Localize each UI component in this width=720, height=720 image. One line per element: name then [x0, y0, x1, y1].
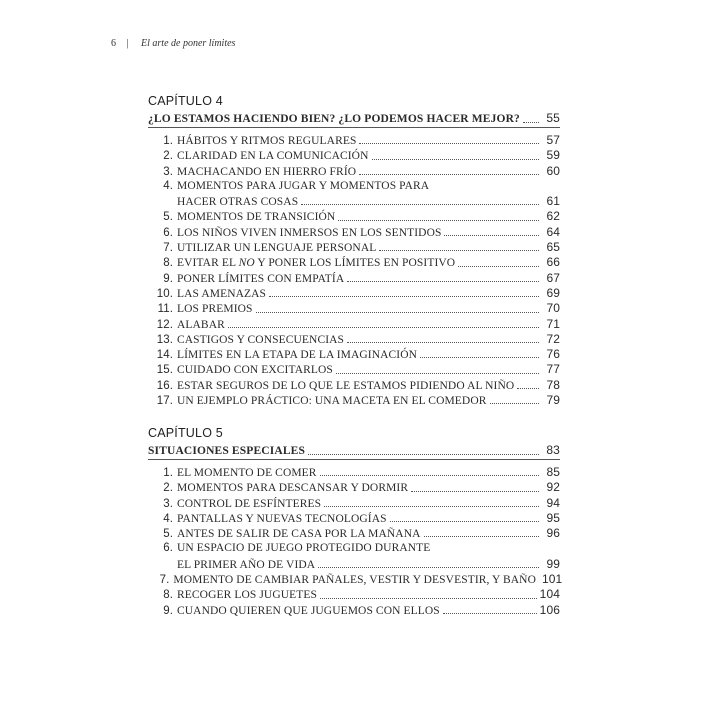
dot-leader	[372, 149, 540, 160]
dot-leader	[228, 317, 539, 328]
toc-entry[interactable]	[148, 286, 560, 301]
entry-title-continued: HACER OTRAS COSAS	[177, 196, 299, 209]
dot-leader	[359, 133, 539, 144]
entry-title: CASTIGOS Y CONSECUENCIAS	[177, 333, 345, 346]
entry-title: ANTES DE SALIR DE CASA POR LA MAÑANA	[177, 528, 421, 541]
toc-entry[interactable]	[148, 603, 560, 618]
entry-title: ALABAR	[177, 318, 225, 331]
toc-entry[interactable]	[148, 209, 560, 224]
running-head	[111, 38, 235, 49]
entry-title: PANTALLAS Y NUEVAS TECNOLOGÍAS	[177, 512, 387, 525]
entry-number: 2.	[163, 482, 173, 495]
entry-number: 5.	[163, 211, 173, 224]
chapter-4-section	[148, 93, 560, 408]
toc-entry[interactable]	[148, 317, 560, 332]
toc-entry[interactable]	[148, 465, 560, 480]
dot-leader	[379, 240, 539, 251]
chapter-label: CAPÍTULO 4	[148, 94, 223, 108]
dot-leader	[420, 347, 539, 358]
entry-title: MOMENTOS DE TRANSICIÓN	[177, 211, 336, 224]
toc-entry[interactable]	[148, 347, 560, 362]
toc-entry[interactable]	[148, 225, 560, 240]
toc-entry[interactable]	[148, 133, 560, 148]
entry-title: MOMENTO DE CAMBIAR PAÑALES, VESTIR Y DESVESTIR, Y BAÑO	[173, 574, 536, 587]
dot-leader	[411, 481, 539, 492]
dot-leader	[318, 557, 539, 568]
entry-number: 13.	[156, 333, 173, 346]
toc-entry[interactable]	[148, 271, 560, 286]
entry-title: LÍMITES EN LA ETAPA DE LA IMAGINACIÓN	[177, 349, 418, 362]
entry-number: 3.	[163, 497, 173, 510]
entry-title-part: EVITAR EL	[177, 257, 239, 270]
entry-number: 1.	[163, 135, 173, 147]
entry-page: 71	[546, 316, 560, 331]
entry-title: LOS NIÑOS VIVEN INMERSOS EN LOS SENTIDOS	[177, 226, 442, 239]
toc-entry[interactable]	[148, 240, 560, 255]
toc-entry[interactable]	[148, 332, 560, 347]
entry-page: 62	[546, 209, 560, 224]
entry-title: CUANDO QUIEREN QUE JUGUEMOS CON ELLOS	[177, 604, 440, 617]
entry-page: 66	[546, 255, 560, 270]
entry-number: 4.	[163, 179, 173, 192]
entry-title: MOMENTOS PARA DESCANSAR Y DORMIR	[177, 482, 409, 495]
entry-page: 104	[539, 587, 560, 602]
entry-title: CLARIDAD EN LA COMUNICACIÓN	[177, 150, 369, 163]
page-number: 6	[111, 38, 116, 49]
chapter-title: ¿LO ESTAMOS HACIENDO BIEN? ¿LO PODEMOS HACER MEJOR?	[148, 113, 520, 125]
entry-number: 14.	[156, 349, 173, 362]
entry-title: PONER LÍMITES CON EMPATÍA	[177, 272, 345, 285]
entry-page: 61	[546, 194, 560, 209]
header-separator: |	[126, 38, 129, 49]
entry-title-emphasis: NO	[238, 257, 255, 270]
entry-title: EL MOMENTO DE COMER	[177, 467, 317, 479]
entry-title-continued: EL PRIMER AÑO DE VIDA	[177, 558, 316, 571]
entry-title-part: Y PONER LOS LÍMITES EN POSITIVO	[254, 257, 456, 270]
entry-page: 99	[546, 556, 560, 571]
toc-entry[interactable]	[148, 148, 560, 163]
entry-number: 10.	[156, 287, 173, 300]
dot-leader	[517, 378, 539, 389]
chapter-title-row[interactable]	[148, 109, 560, 128]
entry-page: 59	[546, 148, 560, 163]
entry-page: 101	[542, 572, 563, 587]
toc-entry[interactable]	[148, 179, 560, 194]
dot-leader	[320, 465, 539, 476]
toc-entry[interactable]	[148, 496, 560, 511]
entry-number: 9.	[163, 604, 173, 617]
entry-number: 7.	[159, 574, 170, 587]
entry-title: MACHACANDO EN HIERRO FRÍO	[177, 165, 357, 178]
entry-title	[177, 256, 455, 271]
entry-number: 17.	[156, 395, 173, 408]
chapter-title: SITUACIONES ESPECIALES	[148, 445, 306, 457]
dot-leader	[443, 603, 537, 614]
entry-page: 76	[546, 347, 560, 362]
toc-entry[interactable]	[148, 541, 560, 556]
toc-entry[interactable]	[148, 572, 563, 587]
entry-page: 72	[546, 331, 560, 346]
dot-leader	[301, 194, 539, 205]
entry-number: 12.	[156, 318, 173, 331]
entry-title: UTILIZAR UN LENGUAJE PERSONAL	[177, 242, 377, 255]
entry-page: 69	[546, 285, 560, 300]
dot-leader	[523, 112, 539, 123]
dot-leader	[424, 526, 539, 537]
entry-page: 77	[546, 362, 560, 377]
entry-page: 94	[546, 495, 560, 510]
entry-page: 57	[546, 133, 560, 147]
entry-number: 6.	[163, 226, 173, 239]
entry-page: 65	[546, 240, 560, 255]
chapter-label: CAPÍTULO 5	[148, 426, 223, 440]
toc-entry[interactable]	[148, 164, 560, 179]
toc-entry[interactable]	[148, 362, 560, 377]
entry-page: 92	[546, 480, 560, 495]
toc-entry[interactable]	[148, 526, 560, 541]
entry-page: 70	[546, 301, 560, 316]
entry-title: LOS PREMIOS	[177, 303, 253, 316]
entry-page: 85	[546, 465, 560, 479]
entry-title: CONTROL DE ESFÍNTERES	[177, 497, 322, 510]
toc-entry-continuation[interactable]	[148, 194, 560, 209]
entry-number: 8.	[163, 589, 173, 602]
entry-number: 1.	[163, 467, 173, 479]
entry-page: 95	[546, 510, 560, 525]
entry-title: HÁBITOS Y RITMOS REGULARES	[177, 135, 357, 147]
toc-entry[interactable]	[148, 255, 560, 270]
chapter-page: 83	[546, 443, 560, 457]
entry-number: 5.	[163, 528, 173, 541]
chapter-page: 55	[546, 111, 560, 125]
entry-number: 11.	[157, 303, 173, 316]
dot-leader	[444, 225, 539, 236]
entry-number: 15.	[156, 364, 173, 377]
dot-leader	[256, 302, 539, 313]
entry-number: 4.	[163, 512, 173, 525]
toc-entry[interactable]	[148, 587, 560, 602]
entry-page: 64	[546, 224, 560, 239]
chapter-5-section	[148, 425, 563, 618]
entry-title: MOMENTOS PARA JUGAR Y MOMENTOS PARA	[177, 179, 430, 192]
entry-page: 60	[546, 163, 560, 178]
entry-page: 67	[546, 270, 560, 285]
book-title: El arte de poner límites	[141, 38, 236, 49]
toc-entry[interactable]	[148, 393, 560, 408]
entry-page: 106	[539, 602, 560, 617]
toc-entry[interactable]	[148, 378, 560, 393]
entry-number: 7.	[163, 242, 173, 255]
dot-leader	[338, 210, 539, 221]
entry-page: 78	[546, 377, 560, 392]
entry-number: 6.	[163, 542, 173, 555]
dot-leader	[347, 271, 539, 282]
entry-number: 2.	[163, 150, 173, 163]
entry-number: 8.	[163, 257, 173, 270]
entry-number: 3.	[163, 165, 173, 178]
chapter-title-row[interactable]	[148, 441, 560, 460]
entry-title: CUIDADO CON EXCITARLOS	[177, 364, 333, 377]
toc-entry-continuation[interactable]	[148, 557, 560, 572]
dot-leader	[320, 588, 537, 599]
dot-leader	[390, 511, 539, 522]
entry-page: 96	[546, 526, 560, 541]
toc-entry[interactable]	[148, 511, 560, 526]
toc-entry[interactable]	[148, 480, 560, 495]
entry-list	[148, 133, 560, 408]
dot-leader	[458, 256, 539, 267]
entry-title: UN ESPACIO DE JUEGO PROTEGIDO DURANTE	[177, 542, 431, 555]
entry-title: LAS AMENAZAS	[177, 287, 267, 300]
dot-leader	[490, 393, 539, 404]
dot-leader	[324, 496, 539, 507]
dot-leader	[308, 444, 539, 455]
dot-leader	[359, 164, 539, 175]
dot-leader	[347, 332, 539, 343]
entry-page: 79	[546, 393, 560, 408]
entry-number: 16.	[156, 379, 173, 392]
dot-leader	[336, 363, 539, 374]
entry-title: RECOGER LOS JUGUETES	[177, 589, 318, 602]
dot-leader	[269, 286, 539, 297]
entry-list	[148, 465, 563, 618]
entry-title: UN EJEMPLO PRÁCTICO: UNA MACETA EN EL COMEDOR	[177, 395, 487, 408]
entry-title: ESTAR SEGUROS DE LO QUE LE ESTAMOS PIDIENDO AL NIÑO	[177, 379, 515, 392]
entry-number: 9.	[163, 272, 173, 285]
toc-entry[interactable]	[148, 301, 560, 316]
